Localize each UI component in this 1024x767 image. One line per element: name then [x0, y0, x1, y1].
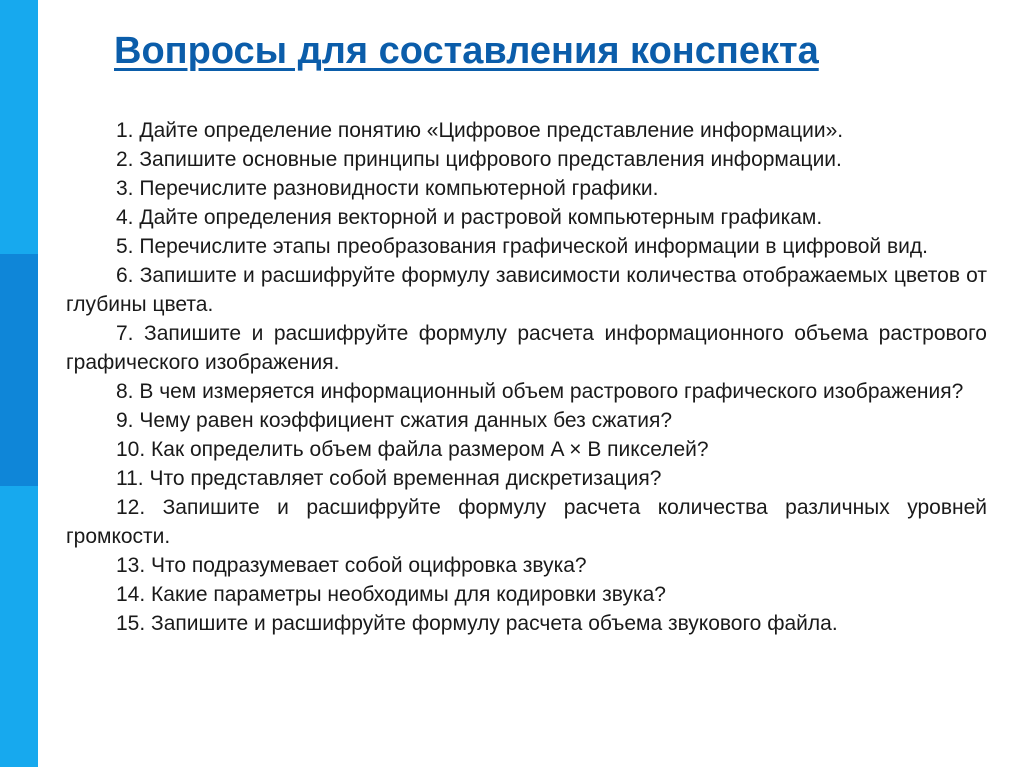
question-item: 8. В чем измеряется информационный объем растрового графического изображения?	[116, 380, 964, 403]
question-item: 2. Запишите основные принципы цифрового представления информации.	[116, 148, 842, 171]
question-item: 3. Перечислите разновидности компьютерной графики.	[116, 177, 659, 200]
left-accent-bar-dark-segment	[0, 254, 38, 486]
question-item: 7. Запишите и расшифруйте формулу расчета информационного объема растрового графического изображения.	[66, 322, 987, 374]
question-item: 14. Какие параметры необходимы для кодировки звука?	[116, 583, 666, 606]
question-item: 5. Перечислите этапы преобразования графической информации в цифровой вид.	[116, 235, 928, 258]
question-item: 10. Как определить объем файла размером A × B пикселей?	[116, 438, 709, 461]
slide-title: Вопросы для составления конспекта	[114, 30, 819, 72]
question-item: 12. Запишите и расшифруйте формулу расчета количества различных уровней громкости.	[66, 496, 987, 548]
question-item: 13. Что подразумевает собой оцифровка звука?	[116, 554, 587, 577]
question-item: 11. Что представляет собой временная дискретизация?	[116, 467, 662, 490]
question-item: 15. Запишите и расшифруйте формулу расчета объема звукового файла.	[116, 612, 838, 635]
question-list	[66, 116, 987, 638]
question-item: 1. Дайте определение понятию «Цифровое представление информации».	[116, 119, 844, 142]
question-item: 9. Чему равен коэффициент сжатия данных без сжатия?	[116, 409, 672, 432]
question-item: 4. Дайте определения векторной и растровой компьютерным графикам.	[116, 206, 823, 229]
question-item: 6. Запишите и расшифруйте формулу зависимости количества отображаемых цветов от глубины цвета.	[66, 264, 987, 316]
